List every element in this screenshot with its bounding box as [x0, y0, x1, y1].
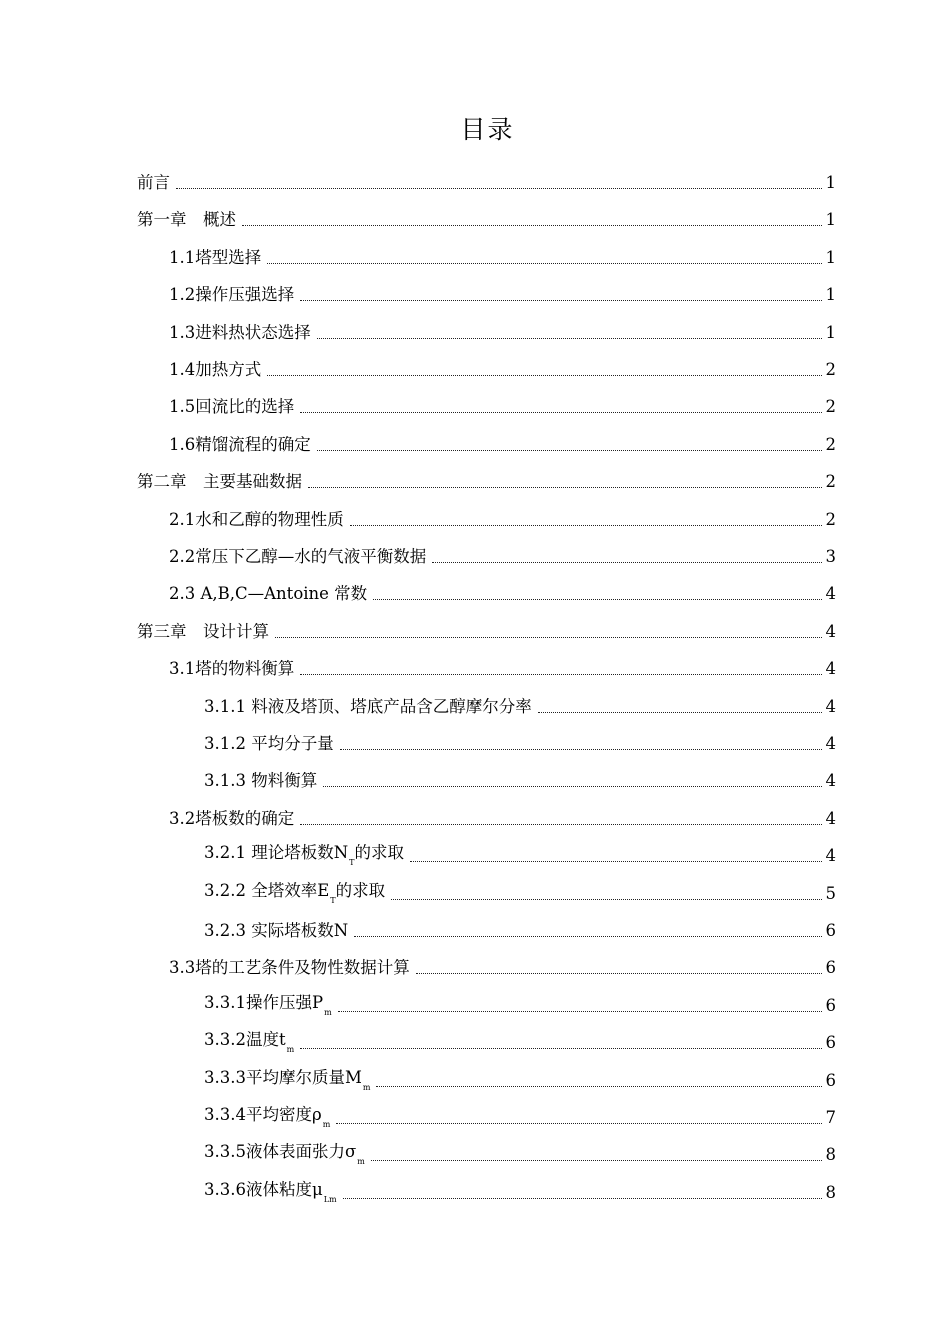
toc-entry-text: 2.2常压下乙醇—水的气液平衡数据 — [169, 547, 427, 566]
toc-entry-subscript: m — [286, 1045, 295, 1055]
toc-leader-dots — [317, 450, 822, 451]
toc-page-number: 1 — [825, 210, 836, 230]
toc-entry-label — [137, 172, 170, 194]
toc-entry-label — [169, 658, 294, 680]
toc-page-number: 3 — [825, 547, 836, 566]
toc-entry-subscript: m — [324, 1007, 332, 1017]
toc-entry-label — [137, 621, 269, 643]
toc-leader-dots — [176, 188, 822, 189]
toc-leader-dots — [354, 936, 821, 937]
toc-page-number: 8 — [825, 1145, 836, 1165]
toc-entry[interactable] — [204, 879, 836, 905]
toc-entry-subscript: m — [322, 1120, 331, 1129]
toc-entry-label — [169, 583, 367, 605]
toc-leader-dots — [300, 300, 821, 301]
toc-page-number: 1 — [825, 173, 836, 192]
toc-entry-label — [169, 247, 261, 269]
toc-leader-dots — [416, 973, 822, 974]
toc-entry-subscript: m — [357, 1157, 365, 1167]
toc-entry-subscript: T — [349, 858, 355, 868]
toc-entry-label — [204, 842, 404, 867]
toc-leader-dots — [371, 1160, 822, 1161]
toc-entry[interactable] — [204, 1103, 836, 1129]
toc-page-number: 6 — [825, 921, 836, 940]
toc-entry-text: 3.1.1 料液及塔顶、塔底产品含乙醇摩尔分率 — [204, 696, 532, 716]
toc-title: 目录 — [460, 115, 515, 144]
toc-entry[interactable] — [204, 841, 836, 867]
toc-page-number: 4 — [825, 771, 836, 791]
toc-page-number: 6 — [825, 995, 836, 1015]
toc-page-number: 5 — [825, 883, 836, 903]
toc-leader-dots — [376, 1086, 821, 1087]
toc-page-number: 2 — [825, 397, 836, 417]
toc-entry-text: 1.1塔型选择 — [169, 247, 262, 267]
toc-entry[interactable] — [169, 280, 836, 306]
toc-entry[interactable] — [169, 430, 836, 456]
toc-entry-label — [204, 992, 332, 1017]
toc-leader-dots — [538, 712, 822, 713]
toc-leader-dots — [267, 375, 821, 376]
toc-leader-dots — [308, 487, 822, 488]
toc-entry-text: 3.2塔板数的确定 — [169, 808, 295, 828]
toc-page-number: 6 — [825, 1033, 836, 1053]
toc-page-number: 4 — [825, 846, 836, 866]
toc-entry-label — [137, 471, 302, 493]
toc-entry-label — [204, 880, 385, 905]
toc-page-number: 4 — [825, 584, 836, 604]
toc-entry-text: 3.1.3 物料衡算 — [204, 771, 318, 791]
toc-entry-text: 第一章 概述 — [137, 210, 236, 230]
toc-entry-text: 3.2.2 全塔效率E — [204, 880, 330, 900]
toc-entry-suffix: 的求取 — [335, 880, 386, 900]
toc-entry[interactable] — [169, 953, 836, 979]
toc-entry-label — [169, 322, 311, 344]
toc-entry-text: 1.2操作压强选择 — [169, 285, 295, 305]
toc-entry-text: 1.3进料热状态选择 — [169, 322, 311, 342]
toc-leader-dots — [391, 899, 821, 900]
toc-leader-dots — [432, 562, 821, 563]
toc-entry-text: 第二章 主要基础数据 — [137, 472, 302, 492]
toc-entry-text: 第三章 设计计算 — [137, 621, 269, 641]
toc-entry[interactable] — [169, 579, 836, 605]
toc-entry-label — [204, 1179, 337, 1204]
toc-page-number: 2 — [825, 472, 836, 492]
toc-leader-dots — [343, 1198, 822, 1199]
toc-page-number: 6 — [825, 1070, 836, 1090]
toc-page-number: 2 — [825, 509, 836, 529]
toc-entry-text: 前言 — [137, 173, 170, 192]
toc-entry[interactable] — [204, 1066, 836, 1092]
toc-entry[interactable] — [204, 766, 836, 792]
toc-page-number: 1 — [825, 285, 836, 305]
toc-page-number: 1 — [825, 247, 836, 267]
toc-entry-text: 3.3.4平均密度ρ — [204, 1105, 322, 1124]
toc-leader-dots — [300, 674, 821, 675]
toc-entry-text: 1.6精馏流程的确定 — [169, 434, 311, 454]
toc-entry[interactable] — [204, 729, 836, 755]
toc-entry-text: 3.3.2温度t — [204, 1030, 286, 1050]
toc-leader-dots — [300, 824, 821, 825]
toc-entry[interactable] — [169, 355, 836, 381]
toc-page-number: 4 — [825, 659, 836, 679]
toc-entry-text: 1.5回流比的选择 — [169, 397, 295, 417]
toc-page-number: 7 — [825, 1108, 836, 1127]
toc-leader-dots — [410, 861, 821, 862]
toc-page-number: 2 — [825, 360, 836, 379]
toc-leader-dots — [350, 525, 822, 526]
toc-leader-dots — [317, 338, 822, 339]
toc-entry-text: 3.3.3平均摩尔质量M — [204, 1067, 362, 1087]
toc-entry[interactable] — [137, 205, 836, 231]
toc-entry-label — [204, 696, 532, 718]
toc-entry-text: 3.3.1操作压强P — [204, 992, 324, 1012]
toc-entry-label — [169, 808, 294, 830]
toc-leader-dots — [275, 637, 822, 638]
toc-page-number: 4 — [825, 621, 836, 641]
toc-entry-subscript: m — [362, 1082, 371, 1092]
toc-entry-label — [204, 733, 334, 755]
toc-entry-label — [169, 509, 344, 531]
toc-entry-text: 2.3 A,B,C—Antoine 常数 — [169, 584, 368, 604]
toc-entry-text: 1.4加热方式 — [169, 360, 262, 379]
toc-leader-dots — [373, 599, 821, 600]
toc-entry[interactable] — [204, 1140, 836, 1166]
toc-leader-dots — [336, 1123, 821, 1124]
toc-entry-label — [204, 920, 348, 942]
toc-entry-text: 3.1塔的物料衡算 — [169, 659, 295, 679]
toc-entry-label — [204, 1141, 365, 1166]
toc-entry-label — [169, 546, 426, 568]
toc-entry-label — [204, 1029, 294, 1054]
toc-entry[interactable] — [169, 318, 836, 344]
toc-entry-label — [169, 284, 294, 306]
toc-entry[interactable] — [204, 1178, 836, 1204]
toc-entry-label — [169, 359, 261, 381]
toc-entry-text: 3.1.2 平均分子量 — [204, 734, 334, 753]
toc-entry-label — [169, 957, 410, 979]
toc-page-number: 4 — [825, 734, 836, 753]
toc-entry-suffix: 的求取 — [354, 843, 405, 863]
toc-entry[interactable] — [204, 692, 836, 718]
toc-entry-text: 3.3.5液体表面张力σ — [204, 1142, 357, 1162]
toc-entry[interactable] — [204, 916, 836, 942]
toc-entry-text: 3.3.6液体粘度μ — [204, 1179, 323, 1199]
toc-entry[interactable] — [204, 991, 836, 1017]
toc-leader-dots — [242, 225, 822, 226]
toc-entry[interactable] — [137, 467, 836, 493]
toc-leader-dots — [267, 263, 821, 264]
toc-leader-dots — [300, 412, 821, 413]
toc-entry-label — [137, 209, 236, 231]
toc-entry[interactable] — [169, 243, 836, 269]
toc-leader-dots — [323, 786, 821, 787]
toc-entry[interactable] — [169, 505, 836, 531]
toc-page-number: 6 — [825, 958, 836, 978]
toc-page-number: 8 — [825, 1182, 836, 1202]
toc-entry-subscript: T — [330, 895, 336, 905]
toc-entry-label — [204, 770, 317, 792]
toc-entry-label — [204, 1067, 370, 1092]
toc-leader-dots — [300, 1048, 821, 1049]
toc-entry[interactable] — [137, 168, 836, 194]
toc-entry-text: 3.2.1 理论塔板数N — [204, 843, 349, 863]
toc-entry[interactable] — [169, 654, 836, 680]
toc-entry[interactable] — [169, 392, 836, 418]
toc-entry-subscript: Lm — [323, 1194, 337, 1204]
toc-page-number: 4 — [825, 696, 836, 716]
toc-page-number: 4 — [825, 808, 836, 828]
toc-page-number: 2 — [825, 434, 836, 454]
toc-entry[interactable] — [204, 1028, 836, 1054]
toc-entry[interactable] — [169, 804, 836, 830]
toc-leader-dots — [338, 1011, 822, 1012]
toc-entry-text: 3.3塔的工艺条件及物性数据计算 — [169, 958, 410, 978]
toc-entry-label — [169, 396, 294, 418]
toc-entry-text: 3.2.3 实际塔板数N — [204, 921, 349, 940]
toc-entry-label — [204, 1104, 330, 1129]
toc-entry-text: 2.1水和乙醇的物理性质 — [169, 509, 344, 529]
toc-entry[interactable] — [169, 542, 836, 568]
toc-page-number: 1 — [825, 322, 836, 342]
toc-entry-label — [169, 434, 311, 456]
toc-leader-dots — [340, 749, 822, 750]
toc-entry[interactable] — [137, 617, 836, 643]
